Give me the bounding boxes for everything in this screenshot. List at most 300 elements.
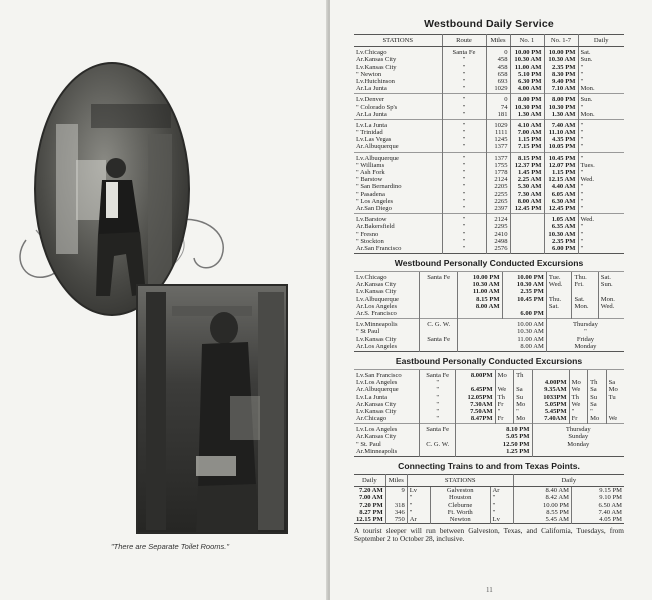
timetable-line: 5.05PM bbox=[544, 400, 567, 408]
timetable-line: " bbox=[580, 121, 584, 129]
timetable-line: We bbox=[571, 400, 581, 408]
timetable-line: 1377 bbox=[494, 154, 508, 162]
texas-cell-t1: 8.27 PM bbox=[359, 508, 383, 516]
timetable-cell bbox=[354, 369, 419, 423]
texas-cell-station: Galveston bbox=[430, 487, 490, 495]
timetable-cell bbox=[546, 272, 572, 319]
timetable-line: " bbox=[462, 216, 466, 224]
texas-cell-t2: 8.40 AM bbox=[513, 487, 571, 495]
timetable-line: " bbox=[580, 183, 584, 191]
timetable-line: 1245 bbox=[494, 136, 508, 144]
timetable-cell bbox=[598, 272, 624, 319]
timetable-line: 1.45 PM bbox=[518, 169, 542, 177]
timetable-line: " bbox=[462, 161, 466, 169]
texas-cell-station: Newton bbox=[430, 516, 490, 524]
timetable-cell bbox=[442, 152, 486, 214]
timetable-line: 2265 bbox=[494, 197, 508, 205]
texas-title: Connecting Trains to and from Texas Points. bbox=[398, 461, 580, 472]
timetable-line: 2.35 PM bbox=[552, 63, 576, 71]
timetable-line: Th bbox=[516, 371, 524, 379]
timetable-line: " bbox=[436, 407, 440, 415]
timetable-line: 1111 bbox=[495, 129, 508, 137]
timetable-line bbox=[505, 303, 544, 310]
texas-cell-t3: 6.50 AM bbox=[571, 502, 624, 509]
timetable-line: " bbox=[462, 77, 466, 85]
texas-cell-station: Houston bbox=[430, 494, 490, 501]
texas-cell-dir: Ar bbox=[407, 516, 430, 524]
timetable-line: 8.15 PM bbox=[476, 295, 500, 303]
timetable-line: 10.00 PM bbox=[472, 274, 500, 282]
timetable-line: Lv.Minneapolis bbox=[356, 321, 398, 329]
timetable-line bbox=[422, 296, 455, 303]
timetable-line: Friday bbox=[576, 335, 595, 343]
timetable-line: Santa Fe bbox=[426, 426, 450, 434]
timetable-line: " bbox=[436, 379, 440, 387]
timetable-line: 9.35AM bbox=[544, 386, 567, 394]
timetable-line: Sunday bbox=[568, 433, 589, 441]
texas-cell-dir2: Lv bbox=[490, 516, 513, 524]
timetable-line: " St. Paul bbox=[356, 440, 381, 448]
timetable-line: 1029 bbox=[494, 121, 508, 129]
timetable-line: 1.15 PM bbox=[518, 136, 542, 144]
timetable-line: " bbox=[580, 204, 584, 212]
timetable-line: 10.30 AM bbox=[472, 281, 500, 289]
timetable-line: 0 bbox=[504, 96, 508, 104]
timetable-line bbox=[422, 303, 455, 310]
timetable-line: 10.30 AM bbox=[517, 328, 544, 336]
timetable-line: Lv.San Francisco bbox=[356, 371, 402, 379]
timetable-line: C. G. W. bbox=[427, 321, 451, 329]
timetable-line: Lv.Kansas City bbox=[356, 288, 397, 296]
timetable-line: Santa Fe bbox=[427, 274, 451, 282]
timetable-line: " bbox=[590, 407, 593, 415]
timetable-line: 10.45 PM bbox=[548, 154, 576, 162]
timetable-line: " bbox=[462, 103, 466, 111]
timetable-line: Wed. bbox=[600, 302, 615, 310]
timetable-line: 5.05 PM bbox=[506, 433, 530, 441]
timetable-line: 2397 bbox=[494, 204, 508, 212]
timetable-line: Mon. bbox=[574, 302, 589, 310]
timetable-line: Ar.Kansas City bbox=[356, 433, 397, 441]
timetable-line: Ar.La Junta bbox=[356, 85, 387, 93]
timetable-line: Ar.Albuquerque bbox=[356, 386, 399, 394]
timetable-line: 2255 bbox=[494, 190, 508, 198]
timetable-line: " bbox=[436, 415, 440, 423]
texas-cell-miles: 346 bbox=[385, 509, 407, 516]
timetable-line: 10.00 PM bbox=[548, 49, 576, 57]
timetable-line: Fri. bbox=[574, 281, 584, 289]
eastbound-excursions-title: Eastbound Personally Conducted Excursions bbox=[395, 355, 583, 366]
timetable-cell bbox=[502, 272, 546, 319]
col-daily: Daily bbox=[578, 35, 624, 47]
timetable-line: 10.30 PM bbox=[548, 103, 576, 111]
timetable-line: 458 bbox=[497, 63, 508, 71]
timetable-line: Ar.Los Angeles bbox=[356, 302, 398, 310]
texas-cell-t2: 5.45 AM bbox=[513, 516, 571, 524]
timetable-line: 6.30 AM bbox=[551, 197, 576, 205]
timetable-cell bbox=[354, 214, 442, 254]
photo-caption: "There are Separate Toilet Rooms." bbox=[110, 542, 230, 551]
timetable-line bbox=[422, 310, 455, 317]
timetable-line: Sat. bbox=[574, 295, 585, 303]
timetable-line bbox=[458, 379, 492, 386]
timetable-cell bbox=[510, 214, 544, 254]
timetable-line bbox=[513, 216, 542, 223]
timetable-line: " Williams bbox=[356, 161, 385, 169]
timetable-line: Thursday bbox=[572, 321, 598, 329]
timetable-line bbox=[590, 372, 603, 379]
timetable-line: 6.35 AM bbox=[551, 223, 576, 231]
timetable-cell bbox=[458, 319, 547, 352]
timetable-line: Lv.Chicago bbox=[356, 49, 387, 57]
texas-col-miles: Miles bbox=[385, 475, 407, 487]
texas-col-daily-2: Daily bbox=[513, 475, 624, 487]
timetable-line: We bbox=[608, 415, 618, 423]
timetable-line: 8.00 PM bbox=[518, 96, 542, 104]
timetable-cell bbox=[578, 119, 624, 152]
timetable-line: 12.50 PM bbox=[502, 440, 530, 448]
timetable-line: Ar.Kansas City bbox=[356, 56, 397, 64]
timetable-cell bbox=[354, 319, 419, 352]
timetable-line: Ar.Albuquerque bbox=[356, 143, 399, 151]
timetable-line: 10.30 AM bbox=[548, 230, 576, 238]
timetable-line: Santa Fe bbox=[426, 371, 450, 379]
timetable-line: 458 bbox=[497, 56, 508, 64]
timetable-line: Lv.La Junta bbox=[356, 121, 388, 129]
timetable-line: 10.30 AM bbox=[516, 281, 544, 289]
timetable-line: Lv.Albuquerque bbox=[356, 295, 399, 303]
timetable-line: 2295 bbox=[494, 223, 508, 231]
texas-col-daily: Daily bbox=[354, 475, 385, 487]
texas-cell-miles bbox=[385, 494, 407, 501]
timetable-line: Sat. bbox=[600, 274, 611, 282]
timetable-line: " bbox=[462, 223, 466, 231]
timetable-line: 7.10 AM bbox=[551, 85, 576, 93]
timetable-cell bbox=[486, 47, 510, 94]
timetable-line bbox=[549, 310, 570, 317]
timetable-line: " bbox=[462, 154, 466, 162]
timetable-line: 11.10 AM bbox=[548, 129, 576, 137]
timetable-line: " bbox=[462, 121, 466, 129]
timetable-line bbox=[422, 281, 455, 288]
timetable-line: 10.30 AM bbox=[548, 56, 576, 64]
timetable-line: " bbox=[580, 77, 584, 85]
timetable-line: " bbox=[580, 237, 584, 245]
timetable-line: 12.07 PM bbox=[548, 161, 576, 169]
timetable-line: " bbox=[580, 230, 584, 238]
timetable-line: " bbox=[571, 407, 575, 415]
timetable-line bbox=[516, 379, 529, 386]
timetable-cell bbox=[419, 369, 455, 423]
timetable-line: 10.30 AM bbox=[514, 56, 542, 64]
timetable-line: 5.30 AM bbox=[517, 183, 542, 191]
timetable-line: 2410 bbox=[494, 230, 508, 238]
timetable-line: " bbox=[462, 96, 466, 104]
timetable-line: 181 bbox=[497, 110, 508, 118]
timetable-line bbox=[422, 343, 455, 350]
timetable-line: " bbox=[462, 197, 466, 205]
timetable-line: " bbox=[462, 237, 466, 245]
timetable-line: " bbox=[580, 244, 584, 252]
timetable-line: " Ash Fork bbox=[356, 169, 385, 177]
toilet-room-photo bbox=[136, 284, 288, 534]
timetable-line: 11.00 AM bbox=[514, 63, 542, 71]
timetable-line: Wed. bbox=[580, 176, 595, 184]
timetable-line: Tues. bbox=[580, 161, 595, 169]
timetable-line bbox=[422, 328, 455, 335]
table-row bbox=[354, 424, 624, 457]
texas-cell-dir2: " bbox=[490, 502, 513, 509]
timetable-cell bbox=[419, 319, 457, 352]
texas-cell-miles: 750 bbox=[385, 516, 407, 524]
timetable-cell bbox=[442, 119, 486, 152]
timetable-line: Mo bbox=[590, 415, 600, 423]
timetable-line: Su bbox=[516, 393, 524, 401]
timetable-line: Lv.Kansas City bbox=[356, 407, 397, 415]
texas-cell-dir: Lv bbox=[407, 487, 430, 495]
col-no17: No. 1-7 bbox=[544, 35, 578, 47]
timetable-line: Th bbox=[590, 379, 598, 387]
timetable-line: Sa bbox=[590, 386, 597, 394]
timetable-line: 2205 bbox=[494, 183, 508, 191]
timetable-line: " bbox=[462, 183, 466, 191]
timetable-line: " bbox=[462, 110, 466, 118]
timetable-cell bbox=[532, 424, 624, 457]
timetable-line: 1.30 AM bbox=[551, 110, 576, 118]
timetable-line: " St Paul bbox=[356, 328, 380, 336]
table-row bbox=[354, 369, 624, 423]
timetable-line: Mo bbox=[571, 379, 581, 387]
timetable-cell bbox=[606, 369, 624, 423]
table-row bbox=[354, 214, 624, 254]
table-row bbox=[354, 319, 624, 352]
timetable-line: Santa Fe bbox=[427, 335, 451, 343]
timetable-line: 8.00 AM bbox=[520, 342, 544, 350]
texas-cell-t3: 9.15 PM bbox=[571, 487, 624, 495]
timetable-line bbox=[535, 448, 622, 455]
timetable-line: " Los Angeles bbox=[356, 197, 394, 205]
westbound-daily-body bbox=[354, 47, 624, 254]
timetable-line: 8.47PM bbox=[470, 415, 493, 423]
timetable-line: 0 bbox=[504, 49, 508, 57]
timetable-line: 2498 bbox=[494, 237, 508, 245]
timetable-line: 10.05 PM bbox=[548, 143, 576, 151]
timetable-line: " bbox=[580, 197, 584, 205]
timetable-line bbox=[574, 310, 595, 317]
timetable-cell bbox=[419, 272, 457, 319]
timetable-line: " bbox=[580, 63, 584, 71]
timetable-line: Fr bbox=[497, 400, 504, 408]
timetable-cell bbox=[510, 119, 544, 152]
timetable-line: " bbox=[580, 190, 584, 198]
timetable-line: 1377 bbox=[494, 143, 508, 151]
timetable-line: Ar.San Francisco bbox=[356, 244, 402, 252]
timetable-line: Sun. bbox=[600, 281, 613, 289]
timetable-line: 8.10 PM bbox=[506, 426, 530, 434]
timetable-cell bbox=[510, 152, 544, 214]
timetable-line bbox=[513, 238, 542, 245]
timetable-line: " bbox=[462, 136, 466, 144]
timetable-cell bbox=[569, 369, 587, 423]
timetable-line: " bbox=[580, 169, 584, 177]
timetable-line: " bbox=[516, 407, 519, 415]
texas-cell-t1: 7.20 AM bbox=[358, 487, 383, 495]
westbound-excursions-body bbox=[354, 272, 624, 352]
texas-cell-t3: 4.05 PM bbox=[571, 516, 624, 524]
timetable-line: Lv.Las Vegas bbox=[356, 136, 392, 144]
timetable-line: Ar.Los Angeles bbox=[356, 342, 398, 350]
timetable-line bbox=[609, 408, 622, 415]
timetable-line: Sun. bbox=[580, 96, 593, 104]
timetable-line: 9.40 PM bbox=[552, 77, 576, 85]
timetable-line: Mo bbox=[516, 400, 526, 408]
timetable-column bbox=[354, 18, 624, 543]
timetable-line: 658 bbox=[497, 70, 508, 78]
timetable-cell bbox=[354, 119, 442, 152]
timetable-cell bbox=[495, 369, 513, 423]
westbound-excursions-table bbox=[354, 271, 624, 352]
timetable-line: " bbox=[436, 393, 440, 401]
timetable-line: Mo bbox=[516, 415, 526, 423]
timetable-line: Mo bbox=[497, 371, 507, 379]
timetable-line: Thu. bbox=[574, 274, 587, 282]
timetable-line: Th bbox=[497, 393, 505, 401]
timetable-cell bbox=[544, 94, 578, 120]
timetable-line: " bbox=[580, 223, 584, 231]
timetable-line: 5.45PM bbox=[544, 407, 567, 415]
timetable-cell bbox=[442, 47, 486, 94]
texas-cell-t1: 7.00 AM bbox=[358, 494, 383, 502]
timetable-line: 8.00 AM bbox=[517, 197, 542, 205]
timetable-line: Lv.Kansas City bbox=[356, 63, 397, 71]
timetable-line: 2124 bbox=[494, 176, 508, 184]
timetable-line: " bbox=[580, 143, 584, 151]
timetable-line bbox=[549, 288, 570, 295]
timetable-line: Sat. bbox=[580, 49, 591, 57]
timetable-cell bbox=[486, 152, 510, 214]
timetable-line: 12.15 AM bbox=[548, 176, 576, 184]
timetable-cell bbox=[578, 214, 624, 254]
timetable-line: Mon. bbox=[580, 110, 595, 118]
timetable-line: " Colorado Sp's bbox=[356, 103, 398, 111]
timetable-line: Sun. bbox=[580, 56, 593, 64]
timetable-cell bbox=[354, 94, 442, 120]
timetable-line: C. G. W. bbox=[426, 440, 450, 448]
timetable-line: Lv.Kansas City bbox=[356, 335, 397, 343]
timetable-line: 8.15 PM bbox=[518, 154, 542, 162]
timetable-line: Ar.Kansas City bbox=[356, 400, 397, 408]
timetable-line: " bbox=[462, 169, 466, 177]
timetable-line: " Barstow bbox=[356, 176, 383, 184]
eastbound-excursions-body bbox=[354, 369, 624, 456]
timetable-line: " bbox=[584, 328, 587, 336]
timetable-line: 1.25 PM bbox=[506, 447, 530, 455]
timetable-line: Lv.La Junta bbox=[356, 393, 388, 401]
timetable-line: " Fresno bbox=[356, 230, 379, 238]
timetable-line: " bbox=[462, 204, 466, 212]
texas-cell-dir2: " bbox=[490, 494, 513, 501]
timetable-line: " bbox=[462, 244, 466, 252]
col-stations: STATIONS bbox=[354, 35, 442, 47]
timetable-line bbox=[609, 401, 622, 408]
table-row bbox=[354, 119, 624, 152]
timetable-cell bbox=[572, 272, 598, 319]
timetable-cell bbox=[456, 369, 495, 423]
timetable-line: 4.10 AM bbox=[517, 121, 542, 129]
timetable-line: 4.35 PM bbox=[552, 136, 576, 144]
timetable-line: " bbox=[580, 103, 584, 111]
timetable-line bbox=[498, 379, 511, 386]
timetable-line: 7.30 AM bbox=[517, 190, 542, 198]
timetable-line: 10.00 PM bbox=[517, 274, 544, 282]
col-route: Route bbox=[442, 35, 486, 47]
texas-cell-t3: 9.10 PM bbox=[571, 494, 624, 501]
timetable-line: 7.15 PM bbox=[518, 143, 542, 151]
timetable-line: " bbox=[462, 230, 466, 238]
table-row bbox=[354, 94, 624, 120]
timetable-line: Lv.Hutchinson bbox=[356, 77, 395, 85]
texas-cell-station: Ft. Worth bbox=[430, 509, 490, 516]
timetable-cell bbox=[578, 94, 624, 120]
texas-cell-dir: " bbox=[407, 494, 430, 501]
timetable-line: 5.10 PM bbox=[518, 70, 542, 78]
timetable-line: Thu. bbox=[548, 295, 562, 303]
timetable-line: 7.50AM bbox=[470, 407, 493, 415]
texas-cell-dir: " bbox=[407, 509, 430, 516]
timetable-line: 2124 bbox=[494, 216, 508, 224]
timetable-line bbox=[422, 448, 453, 455]
table-row bbox=[354, 502, 624, 509]
timetable-line bbox=[513, 223, 542, 230]
timetable-line: 4.40 AM bbox=[551, 183, 576, 191]
timetable-line: " bbox=[462, 143, 466, 151]
timetable-line: Ar.S. Francisco bbox=[356, 310, 397, 318]
timetable-line: 8.00PM bbox=[470, 371, 493, 379]
timetable-cell bbox=[514, 369, 532, 423]
timetable-line: " bbox=[462, 129, 466, 137]
timetable-line: 6.30 PM bbox=[518, 77, 542, 85]
timetable-line: 6.00 PM bbox=[552, 244, 576, 252]
timetable-line: Mo bbox=[608, 386, 618, 394]
timetable-line: Sat. bbox=[548, 302, 559, 310]
timetable-line bbox=[460, 310, 499, 317]
timetable-line: " Trinidad bbox=[356, 129, 383, 137]
timetable-cell bbox=[354, 424, 419, 457]
timetable-line: Th bbox=[571, 393, 579, 401]
texas-body bbox=[354, 487, 624, 524]
timetable-line: Lv.Albuquerque bbox=[356, 154, 399, 162]
texas-cell-dir: " bbox=[407, 502, 430, 509]
eastbound-excursions-table bbox=[354, 369, 624, 457]
timetable-cell bbox=[442, 94, 486, 120]
timetable-line: 1029 bbox=[494, 85, 508, 93]
texas-cell-miles: 9 bbox=[385, 487, 407, 495]
timetable-line: Wed. bbox=[580, 216, 595, 224]
timetable-cell bbox=[544, 47, 578, 94]
timetable-line: " bbox=[462, 56, 466, 64]
timetable-line: 74 bbox=[500, 103, 508, 111]
timetable-line: Sa bbox=[516, 386, 523, 394]
timetable-line: " San Bernardino bbox=[356, 183, 402, 191]
timetable-line: Lv.Denver bbox=[356, 96, 384, 104]
timetable-line: Ar.Bakersfield bbox=[356, 223, 395, 231]
timetable-cell bbox=[546, 319, 624, 352]
timetable-line: " bbox=[462, 190, 466, 198]
timetable-line: 7.40AM bbox=[544, 415, 567, 423]
timetable-line bbox=[601, 310, 622, 317]
timetable-line: 2.25 AM bbox=[517, 176, 542, 184]
timetable-line: " bbox=[462, 85, 466, 93]
